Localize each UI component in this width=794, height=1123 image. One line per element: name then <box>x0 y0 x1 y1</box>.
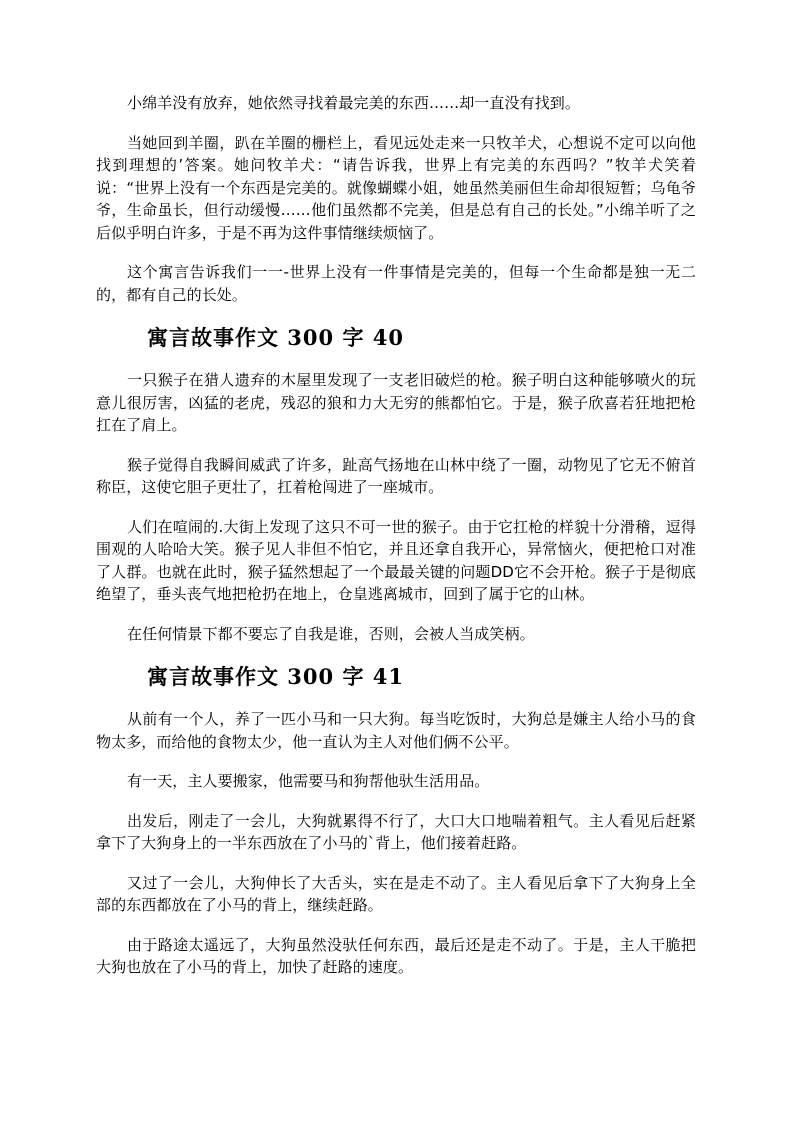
paragraph-horse-dog-moving: 有一天，主人要搬家，他需要马和狗帮他驮生活用品。 <box>127 772 490 790</box>
paragraph-lamb-moral: 这个寓言告诉我们一一-世界上没有一件事情是完美的，但每一个生命都是独一无二的，都有自己的长处。 <box>96 263 696 304</box>
paragraph-horse-dog-carried: 由于路途太遥远了，大狗虽然没驮任何东西，最后还是走不动了。于是，主人干脆把大狗也放在了小马的背上，加快了赶路的速度。 <box>96 935 696 976</box>
section-heading-40: 寓言故事作文 300 字 40 <box>147 325 404 350</box>
paragraph-monkey-gun: 一只猴子在猎人遗弃的木屋里发现了一支老旧破烂的枪。猴子明白这种能够喷火的玩意儿很厉害，凶猛的老虎，残忍的狼和力大无穷的熊都怕它。于是，猴子欣喜若狂地把枪扛在了肩上。 <box>96 371 696 434</box>
paragraph-lamb-sheepdog: 当她回到羊圈，趴在羊圈的栅栏上，看见远处走来一只牧羊犬，心想说不定可以向他找到理想的’答案。她问牧羊犬：“请告诉我，世界上有完美的东西吗？”牧羊犬笑着说：“世界上没有一个东西是完美的。就像蝴蝶小姐，她虽然美丽但生命却很短暂；乌龟爷爷，生命虽长，但行动缓慢……他们虽然都不完美，但是总有自己的长处。”小绵羊听了之后似乎明白许多，于是不再为这件事情继续烦恼了。 <box>96 133 696 242</box>
paragraph-horse-dog-half-load: 出发后，刚走了一会儿，大狗就累得不行了，大口大口地喘着粗气。主人看见后赶紧拿下了大狗身上的一半东西放在了小马的`背上，他们接着赶路。 <box>96 811 696 852</box>
paragraph-monkey-city: 人们在喧闹的.大街上发现了这只不可一世的猴子。由于它扛枪的样貌十分滑稽，逗得围观的人哈哈大笑。猴子见人非但不怕它，并且还拿自我开心，异常恼火，便把枪口对准了人群。也就在此时，猴子猛然想起了一个最最关键的问题DD它不会开枪。猴子于是彻底绝望了，垂头丧气地把枪扔在地上，仓皇逃离城市，回到了属于它的山林。 <box>96 517 696 603</box>
document-body <box>96 92 696 996</box>
paragraph-horse-dog-full-load: 又过了一会儿，大狗伸长了大舌头，实在是走不动了。主人看见后拿下了大狗身上全部的东西都放在了小马的背上，继续赶路。 <box>96 873 696 914</box>
paragraph-horse-dog-intro: 从前有一个人，养了一匹小马和一只大狗。每当吃饭时，大狗总是嫌主人给小马的食物太多，而给他的食物太少，他一直认为主人对他们俩不公平。 <box>96 710 696 751</box>
paragraph-lamb-search: 小绵羊没有放弃，她依然寻找着最完美的东西……却一直没有找到。 <box>127 94 581 112</box>
paragraph-monkey-moral: 在任何情景下都不要忘了自我是谁，否则，会被人当成笑柄。 <box>127 624 535 643</box>
paragraph-monkey-forest: 猴子觉得自我瞬间威武了许多，趾高气扬地在山林中绕了一圈，动物见了它无不俯首称臣，这使它胆子更壮了，扛着枪闯进了一座城市。 <box>96 455 696 496</box>
section-heading-41: 寓言故事作文 300 字 41 <box>147 664 404 689</box>
